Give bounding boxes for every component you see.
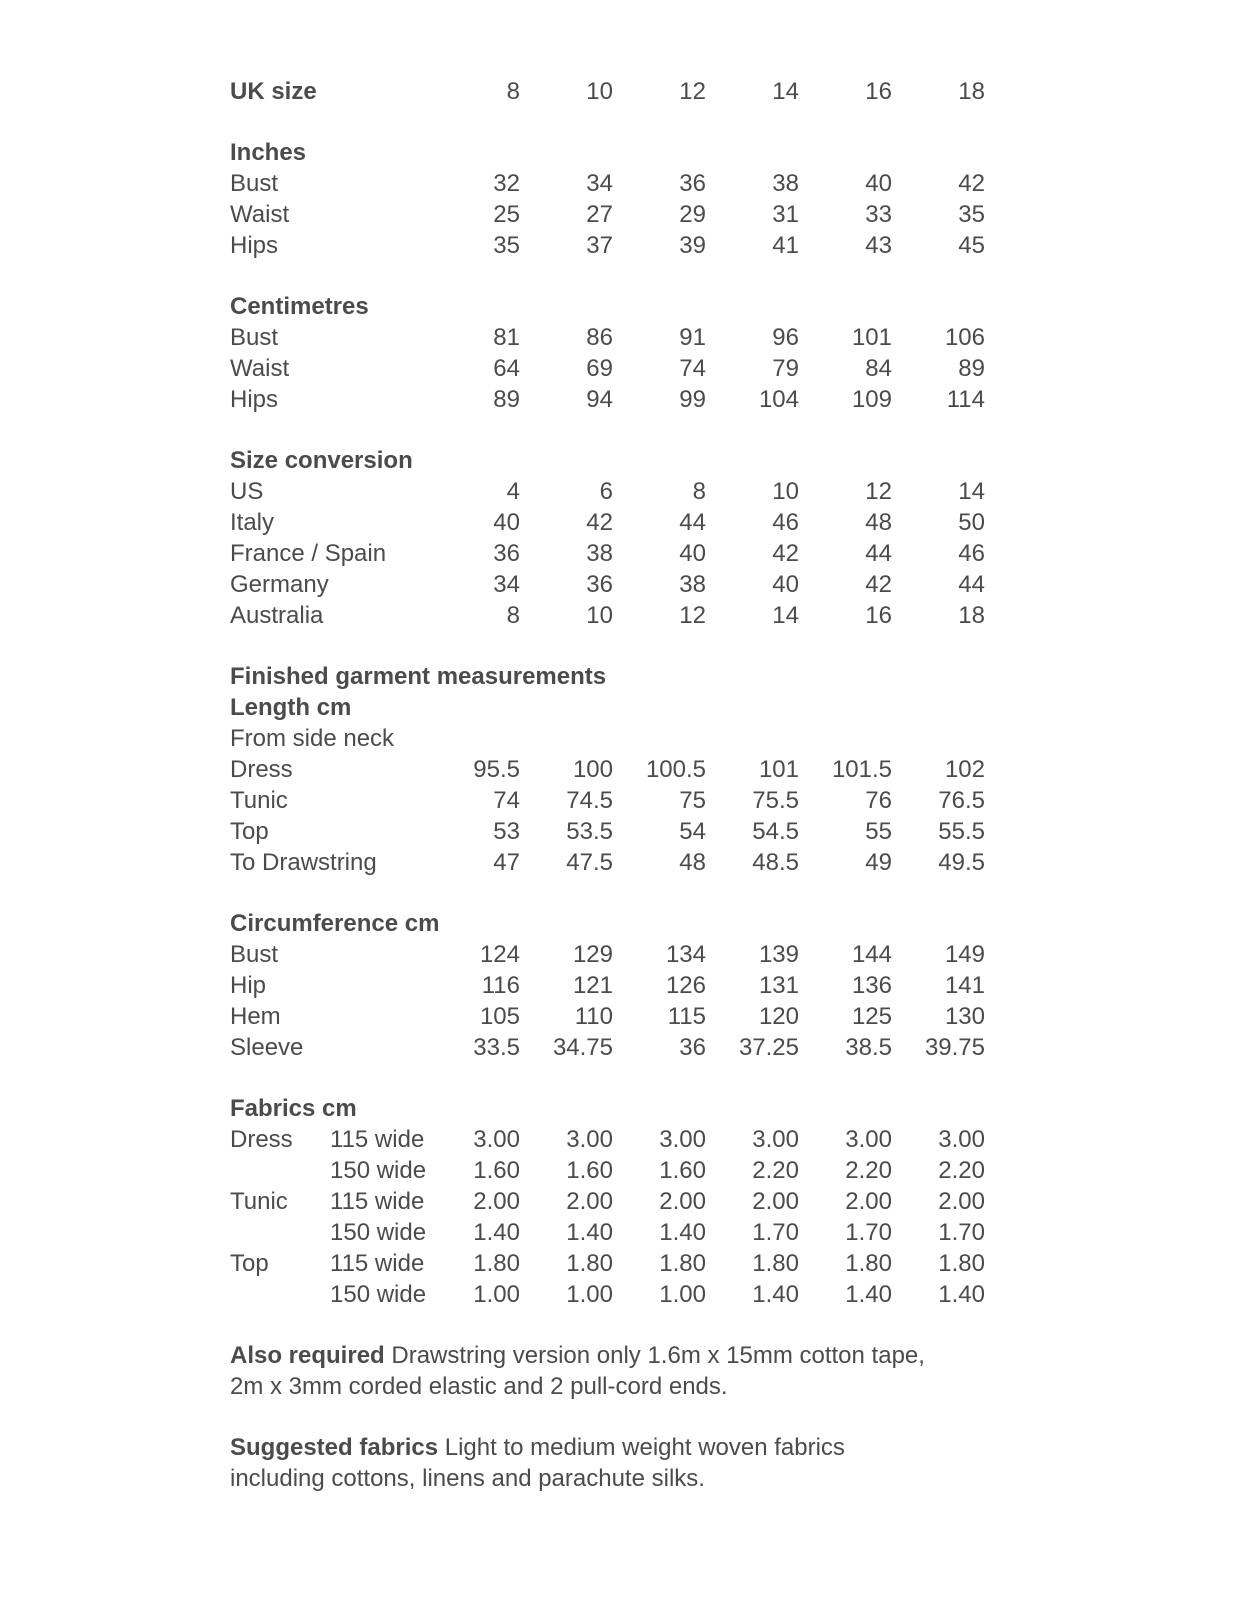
value-cell: 49.5 — [938, 849, 985, 876]
row-label: Italy — [230, 509, 275, 536]
table-row — [230, 785, 1240, 816]
value-cell: 1.40 — [938, 1281, 985, 1308]
value-cell: 39.75 — [924, 1034, 985, 1061]
value-cell: 74 — [679, 355, 706, 382]
row-label: Bust — [230, 170, 279, 197]
row-label: US — [230, 478, 264, 505]
value-cell: 50 — [958, 509, 985, 536]
value-cell: 43 — [865, 232, 892, 259]
table-row — [230, 538, 1240, 569]
value-cell: 49 — [865, 849, 892, 876]
value-cell: 1.40 — [473, 1219, 520, 1246]
section-header: Fabrics cm — [230, 1095, 357, 1122]
value-cell: 2.00 — [752, 1188, 799, 1215]
value-cell: 1.80 — [566, 1250, 613, 1277]
value-cell: 105 — [479, 1003, 520, 1030]
value-cell: 120 — [758, 1003, 799, 1030]
value-cell: 1.40 — [845, 1281, 892, 1308]
value-cell: 1.40 — [752, 1281, 799, 1308]
value-cell: 29 — [679, 201, 706, 228]
value-cell: 2.20 — [938, 1157, 985, 1184]
row-label: Hips — [230, 386, 279, 413]
value-cell: 94 — [586, 386, 613, 413]
table-row — [230, 600, 1240, 631]
value-cell: 39 — [679, 232, 706, 259]
row-label: Sleeve — [230, 1034, 304, 1061]
value-cell: 136 — [851, 972, 892, 999]
value-cell: 10 — [586, 602, 613, 629]
value-cell: 4 — [506, 478, 520, 505]
value-cell: 109 — [851, 386, 892, 413]
row-label: Dress — [230, 756, 293, 783]
value-cell: 40 — [679, 540, 706, 567]
value-cell: 86 — [586, 324, 613, 351]
value-cell: 12 — [679, 602, 706, 629]
value-cell: 125 — [851, 1003, 892, 1030]
value-cell: 74 — [493, 787, 520, 814]
value-cell: 8 — [506, 602, 520, 629]
table-row — [230, 168, 1240, 199]
row-label: Top — [230, 1250, 269, 1277]
value-cell: 35 — [958, 201, 985, 228]
value-cell: 144 — [851, 941, 892, 968]
value-cell: 69 — [586, 355, 613, 382]
row-sublabel: 115 wide — [330, 1126, 425, 1153]
size-col-header: 18 — [958, 78, 985, 105]
section-header: Inches — [230, 139, 307, 166]
value-cell: 38.5 — [845, 1034, 892, 1061]
value-cell: 8 — [692, 478, 706, 505]
value-cell: 32 — [493, 170, 520, 197]
value-cell: 1.80 — [938, 1250, 985, 1277]
value-cell: 55 — [865, 818, 892, 845]
value-cell: 34 — [586, 170, 613, 197]
value-cell: 48.5 — [752, 849, 799, 876]
section-header: Circumference cm — [230, 910, 440, 937]
table-row — [230, 939, 1240, 970]
value-cell: 131 — [758, 972, 799, 999]
value-cell: 3.00 — [938, 1126, 985, 1153]
row-sublabel: 115 wide — [330, 1188, 425, 1215]
table-row — [230, 1032, 1240, 1063]
value-cell: 110 — [574, 1003, 613, 1030]
section-header: Size conversion — [230, 447, 413, 474]
value-cell: 106 — [944, 324, 985, 351]
value-cell: 38 — [772, 170, 799, 197]
value-cell: 134 — [665, 941, 706, 968]
value-cell: 33 — [865, 201, 892, 228]
note-text: Drawstring version only 1.6m x 15mm cotton tape, 2m x 3mm corded elastic and 2 pull-cord ends. — [230, 1342, 925, 1400]
value-cell: 116 — [481, 972, 520, 999]
value-cell: 47 — [493, 849, 520, 876]
row-label: Dress — [230, 1126, 293, 1153]
row-label: Hem — [230, 1003, 281, 1030]
value-cell: 33.5 — [473, 1034, 520, 1061]
row-label: Hips — [230, 232, 279, 259]
value-cell: 46 — [958, 540, 985, 567]
table-row — [230, 1155, 1240, 1186]
value-cell: 40 — [772, 571, 799, 598]
section-circumference-cm — [230, 908, 1240, 1063]
value-cell: 139 — [758, 941, 799, 968]
row-sublabel: 115 wide — [330, 1250, 425, 1277]
uk-size-label: UK size — [230, 78, 317, 105]
value-cell: 44 — [958, 571, 985, 598]
table-row — [230, 847, 1240, 878]
value-cell: 2.00 — [938, 1188, 985, 1215]
value-cell: 130 — [944, 1003, 985, 1030]
value-cell: 1.60 — [659, 1157, 706, 1184]
suggested-fabrics-note — [230, 1432, 930, 1494]
also-required-note — [230, 1340, 930, 1402]
note-text: Light to medium weight woven fabrics including cottons, linens and parachute silks. — [230, 1434, 845, 1492]
value-cell: 3.00 — [845, 1126, 892, 1153]
table-row — [230, 230, 1240, 261]
table-row — [230, 754, 1240, 785]
value-cell: 124 — [479, 941, 520, 968]
table-row — [230, 476, 1240, 507]
value-cell: 36 — [586, 571, 613, 598]
value-cell: 47.5 — [566, 849, 613, 876]
value-cell: 1.80 — [845, 1250, 892, 1277]
value-cell: 38 — [586, 540, 613, 567]
value-cell: 14 — [772, 602, 799, 629]
value-cell: 96 — [772, 324, 799, 351]
value-cell: 2.00 — [845, 1188, 892, 1215]
value-cell: 48 — [865, 509, 892, 536]
value-cell: 3.00 — [659, 1126, 706, 1153]
value-cell: 129 — [572, 941, 613, 968]
value-cell: 44 — [865, 540, 892, 567]
table-row — [230, 1124, 1240, 1155]
table-row — [230, 384, 1240, 415]
row-label: Australia — [230, 602, 324, 629]
value-cell: 2.00 — [473, 1188, 520, 1215]
value-cell: 1.80 — [473, 1250, 520, 1277]
value-cell: 1.00 — [473, 1281, 520, 1308]
row-label: France / Spain — [230, 540, 387, 567]
table-row — [230, 1186, 1240, 1217]
section-fabrics-cm — [230, 1093, 1240, 1310]
row-label: Bust — [230, 941, 279, 968]
value-cell: 1.80 — [752, 1250, 799, 1277]
value-cell: 99 — [679, 386, 706, 413]
value-cell: 75.5 — [752, 787, 799, 814]
value-cell: 18 — [958, 602, 985, 629]
value-cell: 3.00 — [473, 1126, 520, 1153]
value-cell: 42 — [865, 571, 892, 598]
value-cell: 104 — [758, 386, 799, 413]
value-cell: 41 — [772, 232, 799, 259]
value-cell: 27 — [586, 201, 613, 228]
table-row — [230, 1217, 1240, 1248]
value-cell: 36 — [679, 1034, 706, 1061]
value-cell: 3.00 — [566, 1126, 613, 1153]
value-cell: 40 — [865, 170, 892, 197]
value-cell: 114 — [946, 386, 985, 413]
value-cell: 53.5 — [566, 818, 613, 845]
section-header: Length cm — [230, 694, 352, 721]
row-label: Bust — [230, 324, 279, 351]
row-label: To Drawstring — [230, 849, 377, 876]
value-cell: 12 — [865, 478, 892, 505]
value-cell: 54.5 — [752, 818, 799, 845]
section-size-conversion — [230, 445, 1240, 631]
value-cell: 1.60 — [566, 1157, 613, 1184]
row-label: Hip — [230, 972, 267, 999]
note-lead: Also required — [230, 1342, 385, 1369]
table-row — [230, 1001, 1240, 1032]
value-cell: 34 — [493, 571, 520, 598]
section-centimetres — [230, 291, 1240, 415]
table-row — [230, 1248, 1240, 1279]
table-row — [230, 353, 1240, 384]
value-cell: 37 — [586, 232, 613, 259]
row-label: Tunic — [230, 1188, 288, 1215]
value-cell: 2.00 — [659, 1188, 706, 1215]
section-header: Centimetres — [230, 293, 369, 320]
value-cell: 1.40 — [659, 1219, 706, 1246]
section-finished-garment-measurements — [230, 661, 1240, 878]
section-header: From side neck — [230, 725, 395, 752]
value-cell: 55.5 — [938, 818, 985, 845]
value-cell: 100 — [572, 756, 613, 783]
value-cell: 64 — [493, 355, 520, 382]
value-cell: 141 — [944, 972, 985, 999]
value-cell: 121 — [572, 972, 613, 999]
value-cell: 54 — [679, 818, 706, 845]
value-cell: 89 — [958, 355, 985, 382]
value-cell: 16 — [865, 602, 892, 629]
value-cell: 91 — [679, 324, 706, 351]
size-col-header: 16 — [865, 78, 892, 105]
value-cell: 10 — [772, 478, 799, 505]
row-label: Germany — [230, 571, 329, 598]
value-cell: 75 — [679, 787, 706, 814]
value-cell: 89 — [493, 386, 520, 413]
value-cell: 36 — [679, 170, 706, 197]
note-lead: Suggested fabrics — [230, 1434, 439, 1461]
table-row — [230, 816, 1240, 847]
row-sublabel: 150 wide — [330, 1281, 427, 1308]
value-cell: 100.5 — [645, 756, 706, 783]
value-cell: 44 — [679, 509, 706, 536]
table-row — [230, 1279, 1240, 1310]
value-cell: 79 — [772, 355, 799, 382]
value-cell: 25 — [493, 201, 520, 228]
value-cell: 34.75 — [552, 1034, 613, 1061]
row-label — [230, 1279, 330, 1310]
value-cell: 45 — [958, 232, 985, 259]
row-label: Waist — [230, 201, 290, 228]
row-label — [230, 1217, 330, 1248]
value-cell: 46 — [772, 509, 799, 536]
value-cell: 1.00 — [566, 1281, 613, 1308]
value-cell: 76 — [865, 787, 892, 814]
table-row — [230, 569, 1240, 600]
size-table-sections — [230, 137, 1240, 1310]
value-cell: 53 — [493, 818, 520, 845]
value-cell: 76.5 — [938, 787, 985, 814]
size-col-header: 10 — [586, 78, 613, 105]
value-cell: 101.5 — [831, 756, 892, 783]
size-col-header: 12 — [679, 78, 706, 105]
value-cell: 1.80 — [659, 1250, 706, 1277]
section-header: Finished garment measurements — [230, 663, 607, 690]
value-cell: 84 — [865, 355, 892, 382]
table-row — [230, 199, 1240, 230]
value-cell: 36 — [493, 540, 520, 567]
value-cell: 40 — [493, 509, 520, 536]
row-label: Tunic — [230, 787, 288, 814]
value-cell: 37.25 — [738, 1034, 799, 1061]
value-cell: 2.20 — [845, 1157, 892, 1184]
value-cell: 1.70 — [845, 1219, 892, 1246]
value-cell: 35 — [493, 232, 520, 259]
section-inches — [230, 137, 1240, 261]
value-cell: 149 — [944, 941, 985, 968]
uk-size-row — [230, 76, 1240, 107]
row-sublabel: 150 wide — [330, 1157, 427, 1184]
value-cell: 31 — [772, 201, 799, 228]
value-cell: 1.70 — [752, 1219, 799, 1246]
value-cell: 81 — [493, 324, 520, 351]
value-cell: 42 — [586, 509, 613, 536]
value-cell: 42 — [772, 540, 799, 567]
table-row — [230, 507, 1240, 538]
value-cell: 1.40 — [566, 1219, 613, 1246]
table-row — [230, 970, 1240, 1001]
row-sublabel: 150 wide — [330, 1219, 427, 1246]
value-cell: 126 — [665, 972, 706, 999]
value-cell: 101 — [851, 324, 892, 351]
row-label — [230, 1155, 330, 1186]
value-cell: 1.00 — [659, 1281, 706, 1308]
value-cell: 101 — [758, 756, 799, 783]
value-cell: 102 — [944, 756, 985, 783]
value-cell: 95.5 — [473, 756, 520, 783]
value-cell: 115 — [667, 1003, 706, 1030]
value-cell: 14 — [958, 478, 985, 505]
value-cell: 48 — [679, 849, 706, 876]
row-label: Top — [230, 818, 269, 845]
value-cell: 42 — [958, 170, 985, 197]
value-cell: 1.70 — [938, 1219, 985, 1246]
value-cell: 6 — [599, 478, 613, 505]
value-cell: 3.00 — [752, 1126, 799, 1153]
row-label: Waist — [230, 355, 290, 382]
value-cell: 74.5 — [566, 787, 613, 814]
size-col-header: 14 — [772, 78, 799, 105]
value-cell: 38 — [679, 571, 706, 598]
table-row — [230, 322, 1240, 353]
value-cell: 1.60 — [473, 1157, 520, 1184]
value-cell: 2.20 — [752, 1157, 799, 1184]
value-cell: 2.00 — [566, 1188, 613, 1215]
size-col-header: 8 — [506, 78, 520, 105]
